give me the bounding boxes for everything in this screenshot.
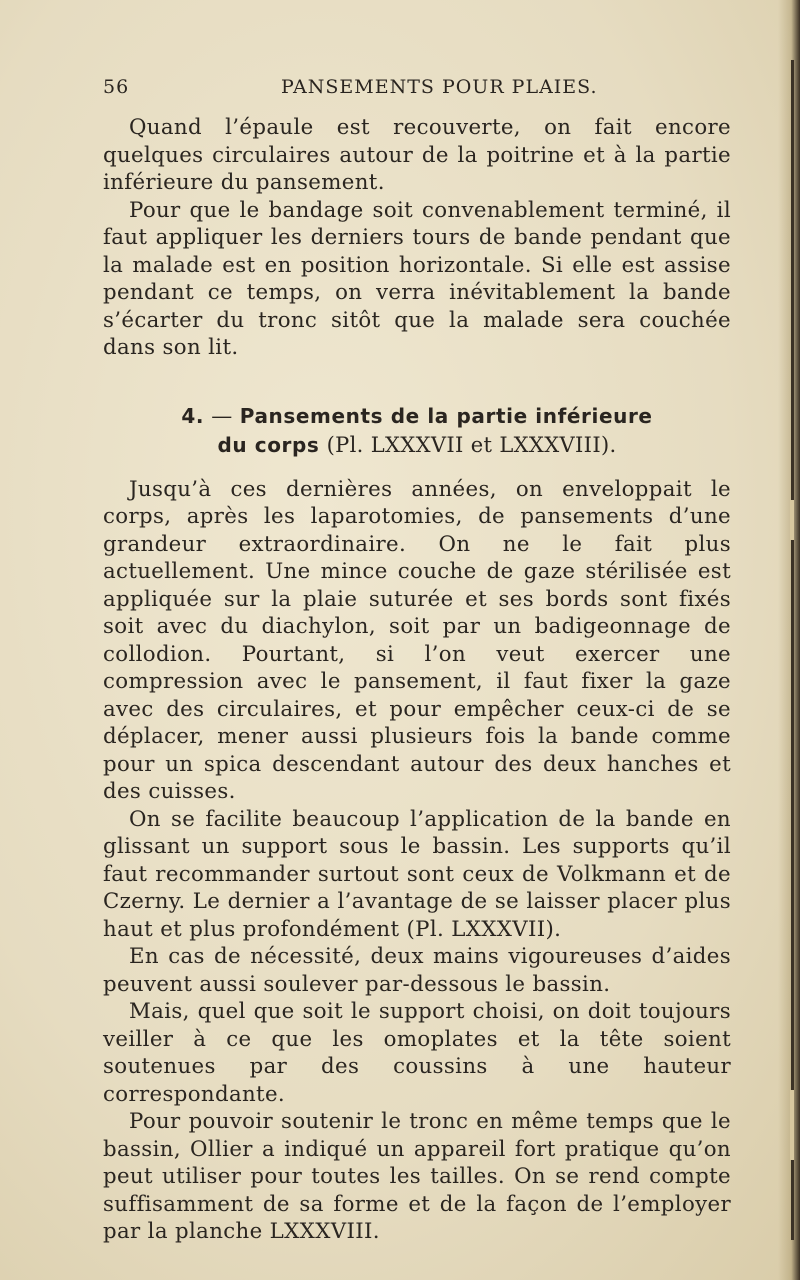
- paragraph: Pour pouvoir soutenir le tronc en même temps que le bassin, Ollier a indiqué un appareil fort pratique qu’on peut utiliser pour toutes les tailles. On se rend compte suffisamment de sa forme et de la façon de l’employer par la planche LXXXVIII.: [103, 1109, 731, 1244]
- page-edge-gap: [790, 1090, 794, 1160]
- paragraph: En cas de nécessité, deux mains vigoureuses d’aides peuvent aussi soulever par-dessous le bassin.: [103, 944, 731, 997]
- running-header: [103, 76, 733, 106]
- page-edge-gap: [790, 500, 794, 540]
- page-edge-shadow: [778, 0, 800, 1280]
- paragraph: Pour que le bandage soit convenablement terminé, il faut appliquer les derniers tours de bande pendant que la malade est en position horizontale. Si elle est assise pendant ce temps, on verra inévitablement la bande s’écarter du tronc sitôt que la malade sera couchée dans son lit.: [103, 197, 731, 360]
- paragraph: Quand l’épaule est recouverte, on fait encore quelques circulaires autour de la poitrine et à la partie inférieure du pansement.: [103, 115, 731, 195]
- section-number: 4.: [181, 403, 205, 428]
- page-edge-line: [791, 60, 794, 1240]
- section-reference: (Pl. LXXXVII et LXXXVIII).: [326, 432, 617, 457]
- section-title-line2: du corps: [217, 432, 320, 457]
- paragraph: On se facilite beaucoup l’application de la bande en glissant un support sous le bassin. Les supports qu’il faut recommander surtout sont ceux de Volkmann et de Czerny. Le dernier a l’avantage de se laisser placer plus haut et plus profondément (Pl. LXXXVII).: [103, 806, 731, 942]
- paragraph: Mais, quel que soit le support choisi, on doit toujours veiller à ce que les omoplates et la tête soient soutenues par des coussins à une hauteur correspondante.: [103, 999, 731, 1107]
- page-body: [103, 114, 731, 1246]
- section-title-line1: Pansements de la partie inférieure: [239, 403, 653, 428]
- paragraph: Jusqu’à ces dernières années, on enveloppait le corps, après les laparotomies, de pansements d’une grandeur extraordinaire. On ne le fait plus actuellement. Une mince couche de gaze stérilisée est appliquée sur la plaie suturée et ses bords sont fixés soit avec du diachylon, soit par un badigeonnage de collodion. Pourtant, si l’on veut exercer une compression avec le pansement, il faut fixer la gaze avec des circulaires, et pour empêcher ceux-ci de se déplacer, mener aussi plusieurs fois la bande comme pour un spica descendant autour des deux hanches et des cuisses.: [103, 476, 731, 804]
- section-heading: [103, 402, 731, 460]
- running-title: PANSEMENTS POUR PLAIES.: [281, 76, 598, 98]
- page-number: 56: [103, 76, 130, 98]
- section-dash: —: [211, 403, 233, 428]
